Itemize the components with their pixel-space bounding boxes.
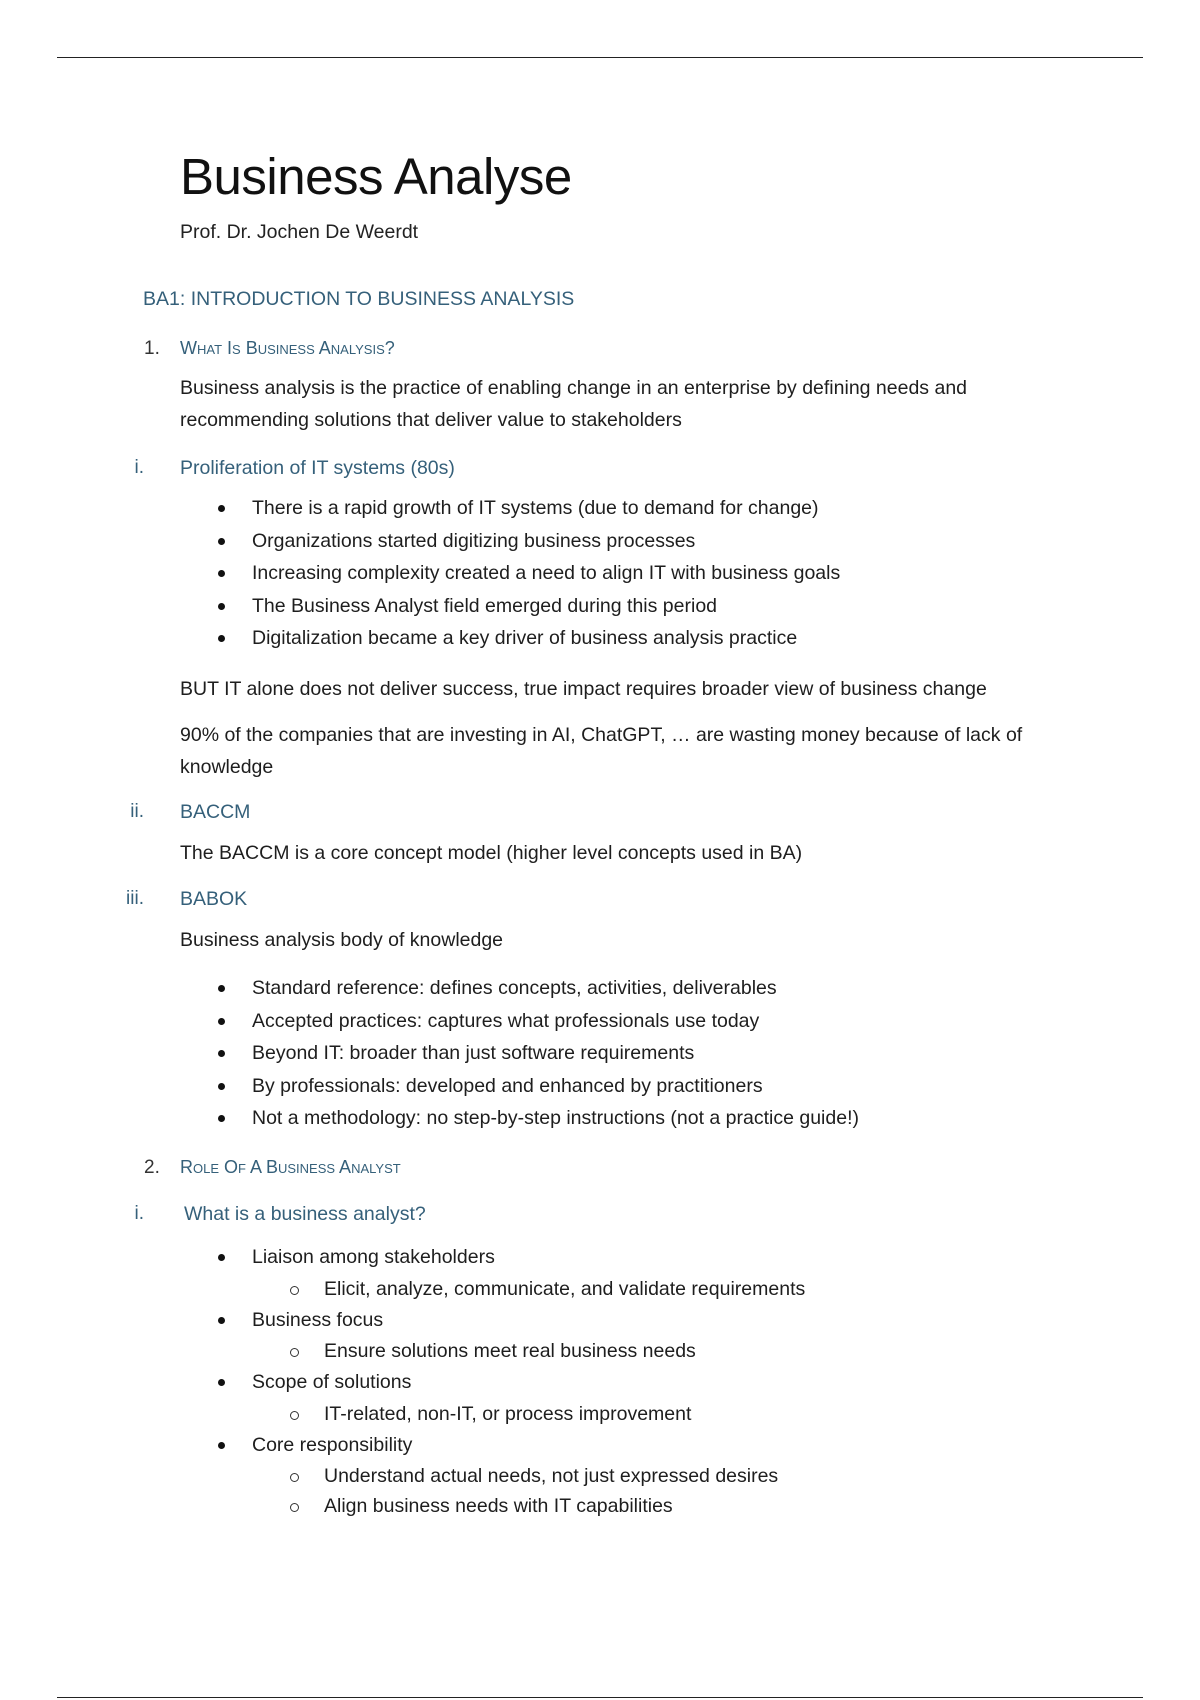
bottom-rule <box>57 1697 1143 1698</box>
list-item: Business focus Ensure solutions meet real business needs <box>180 1304 805 1367</box>
list-item: The Business Analyst field emerged during this period <box>180 590 840 623</box>
bullet-icon <box>218 1317 225 1324</box>
section-2-sub-i-numeral: i. <box>134 1203 144 1224</box>
list-item: By professionals: developed and enhanced by practitioners <box>180 1070 859 1103</box>
sub-ii-heading: BACCM <box>180 801 251 823</box>
bullet-icon <box>218 635 225 642</box>
bullet-icon <box>218 570 225 577</box>
bullet-icon <box>218 1050 225 1057</box>
bullet-icon <box>218 1442 225 1449</box>
sub-list-item: Ensure solutions meet real business needs <box>252 1336 805 1366</box>
hollow-bullet-icon <box>290 1348 299 1357</box>
sub-i-note-2: 90% of the companies that are investing in AI, ChatGPT, … are wasting money because of lack of knowledge <box>180 724 1023 778</box>
list-item: Beyond IT: broader than just software requirements <box>180 1037 859 1070</box>
section-1-definition: Business analysis is the practice of enabling change in an enterprise by defining needs and recommending solutions that deliver value to stakeholders <box>180 377 968 431</box>
bullet-icon <box>218 1083 225 1090</box>
document-author: Prof. Dr. Jochen De Weerdt <box>180 221 419 243</box>
sub-list <box>252 1274 805 1304</box>
bullet-icon <box>218 1379 225 1386</box>
hollow-bullet-icon <box>290 1503 299 1512</box>
sub-list-item: Align business needs with IT capabilities <box>252 1491 805 1521</box>
list-item: Standard reference: defines concepts, activities, deliverables <box>180 972 859 1005</box>
bullet-icon <box>218 505 225 512</box>
sub-i-numeral: i. <box>134 457 144 478</box>
sub-list-item: Understand actual needs, not just expressed desires <box>252 1461 805 1491</box>
list-item: Organizations started digitizing business processes <box>180 525 840 558</box>
sub-ii-text: The BACCM is a core concept model (higher level concepts used in BA) <box>180 842 803 864</box>
list-item: There is a rapid growth of IT systems (due to demand for change) <box>180 492 840 525</box>
sub-i-bullet-list <box>180 492 840 655</box>
section-2-heading: Role Of A Business Analyst <box>180 1157 401 1177</box>
sub-i-heading: Proliferation of IT systems (80s) <box>180 457 455 479</box>
sub-list <box>252 1336 805 1366</box>
list-item: Liaison among stakeholders Elicit, analyze, communicate, and validate requirements <box>180 1241 805 1304</box>
list-item: Digitalization became a key driver of business analysis practice <box>180 622 840 655</box>
top-rule <box>57 57 1143 58</box>
bullet-icon <box>218 538 225 545</box>
sub-list-item: IT-related, non-IT, or process improvement <box>252 1399 805 1429</box>
sub-list <box>252 1461 805 1521</box>
list-item: Scope of solutions IT-related, non-IT, or process improvement <box>180 1366 805 1429</box>
section-1-heading: What Is Business Analysis? <box>180 338 395 358</box>
list-item: Increasing complexity created a need to align IT with business goals <box>180 557 840 590</box>
hollow-bullet-icon <box>290 1286 299 1295</box>
list-item: Not a methodology: no step-by-step instructions (not a practice guide!) <box>180 1102 859 1135</box>
sub-list <box>252 1399 805 1429</box>
analyst-role-list <box>180 1241 805 1521</box>
bullet-icon <box>218 1018 225 1025</box>
document-title: Business Analyse <box>180 148 572 205</box>
section-1-number: 1. <box>144 338 160 359</box>
bullet-icon <box>218 603 225 610</box>
list-item: Core responsibility Understand actual needs, not just expressed desires Align business needs with IT capabilities <box>180 1429 805 1522</box>
sub-list-item: Elicit, analyze, communicate, and validate requirements <box>252 1274 805 1304</box>
sub-ii-numeral: ii. <box>130 801 144 822</box>
bullet-icon <box>218 1115 225 1122</box>
sub-iii-heading: BABOK <box>180 888 248 910</box>
bullet-icon <box>218 985 225 992</box>
section-2-number: 2. <box>144 1157 160 1178</box>
sub-iii-bullet-list <box>180 972 859 1135</box>
bullet-icon <box>218 1254 225 1261</box>
hollow-bullet-icon <box>290 1473 299 1482</box>
sub-iii-text: Business analysis body of knowledge <box>180 929 504 951</box>
list-item: Accepted practices: captures what professionals use today <box>180 1005 859 1038</box>
section-2-sub-i-heading: What is a business analyst? <box>184 1203 426 1225</box>
chapter-heading: BA1: INTRODUCTION TO BUSINESS ANALYSIS <box>143 288 575 310</box>
hollow-bullet-icon <box>290 1411 299 1420</box>
sub-i-note-1: BUT IT alone does not deliver success, true impact requires broader view of business change <box>180 678 987 700</box>
sub-iii-numeral: iii. <box>126 888 144 909</box>
